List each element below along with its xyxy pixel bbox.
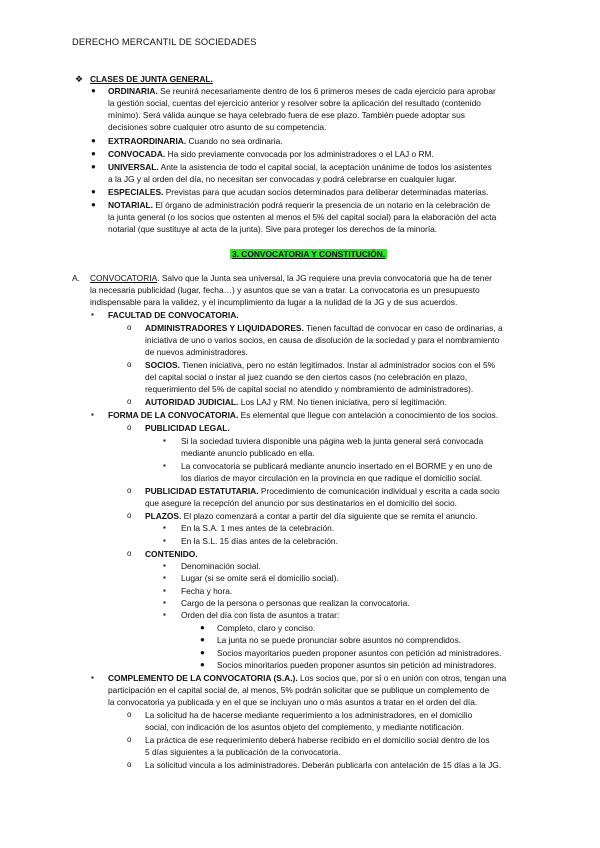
- text-line: La junta no se puede pronunciar sobre asuntos no comprendidos.: [217, 635, 461, 645]
- bullet-icon: ●: [91, 187, 96, 196]
- square-bullet-icon: ▪: [163, 573, 166, 582]
- text-line: La convocatoria se publicará mediante anuncio insertado en el BORME y en uno de: [181, 461, 493, 471]
- text-line: Socios mayoritarios pueden proponer asuntos con petición ad ministradores.: [217, 648, 502, 658]
- circle-bullet-icon: o: [127, 423, 132, 432]
- circle-bullet-icon: o: [127, 710, 132, 719]
- bullet-icon: ●: [91, 86, 96, 95]
- text-line: del capital social o instar al juez cuando se den ciertos casos (no celebración en plazo,: [145, 372, 468, 382]
- text-line: Socios minoritarios pueden proponer asuntos sin petición ad ministradores.: [217, 660, 497, 670]
- bullet-icon: ●: [91, 136, 96, 145]
- forma-heading: FORMA DE LA CONVOCATORIA. Es elemental que llegue con antelación a conocimiento de los socios.: [108, 410, 499, 420]
- text-line: decisiones sobre cualquier otro asunto de su competencia.: [108, 122, 327, 132]
- text-line: notarial (que sustituye al acta de la junta). Sive para proteger los derechos de la minoría.: [108, 224, 438, 234]
- text-line: requerimiento del 5% de capital social no atendido y nombramiento de administradores).: [145, 384, 474, 394]
- diamond-bullet-icon: ❖: [75, 74, 84, 84]
- text-line: la gestión social, cuentas del ejercicio anterior y resolver sobre la aplicación del resultado (contenido: [108, 98, 481, 108]
- list-item-universal: UNIVERSAL. Ante la asistencia de todo el capital social, la aceptación unánime de todos los asistentes: [108, 162, 492, 172]
- publicidad-legal-heading: PUBLICIDAD LEGAL.: [145, 423, 230, 433]
- text-line: indispensable para la validez, y el incumplimiento da lugar a la nulidad de la JG y de sus acuerdos.: [90, 297, 458, 307]
- circle-bullet-icon: o: [127, 511, 132, 520]
- square-bullet-icon: ▪: [163, 610, 166, 619]
- square-bullet-icon: ▪: [163, 536, 166, 545]
- section-a-intro: CONVOCATORIA. Salvo que la Junta sea universal, la JG requiere una previa convocatoria que ha de tener: [90, 273, 492, 283]
- text-line: participación en el capital social de, al menos, 5% podrán solicitar que se publique un complemento de: [108, 685, 490, 695]
- text-line: iniciativa de uno o varios socios, en causa de disolución de la sociedad y para el nombramiento: [145, 335, 500, 345]
- circle-bullet-icon: o: [127, 549, 132, 558]
- facultad-item-autoridad: AUTORIDAD JUDICIAL. Los LAJ y RM. No tienen iniciativa, pero sí legitimación.: [145, 397, 447, 407]
- facultad-item-socios: SOCIOS. Tienen iniciativa, pero no están legitimados. Instar al administrador socios con el 5%: [145, 360, 496, 370]
- bullet-icon: ●: [91, 162, 96, 171]
- list-item-ordinaria: ORDINARIA. Se reunirá necesariamente dentro de los 6 primeros meses de cada ejercicio para aprobar: [108, 86, 496, 96]
- text-line: la junta general (o los socios que ostenten al menos el 5% del capital social) para la elaboración del acta: [108, 212, 497, 222]
- list-item-especiales: ESPECIALES. Previstas para que acudan socios determinados para deliberar determinadas materias.: [108, 187, 489, 197]
- contenido-heading: CONTENIDO.: [145, 549, 198, 559]
- text-line: La práctica de ese requerimiento deberá haberse recibido en el domicilio social dentro de los: [145, 735, 490, 745]
- text-line: mínimo). Será válida aunque se haya celebrado fuera de ese plazo. También puede adoptar sus: [108, 110, 465, 120]
- text-line: la convocatoria ya publicada y en el que se incluyan uno o más asuntos a tratar en el orden del día.: [108, 697, 478, 707]
- bullet-icon: ●: [200, 660, 205, 669]
- section-a-letter: A.: [72, 273, 80, 283]
- text-line: a la JG y al orden del día, no necesitan ser convocadas y podrá celebrarse en cualquier lugar.: [108, 174, 457, 184]
- text-line: Orden del día con lista de asuntos a tratar:: [181, 610, 340, 620]
- text-line: Cargo de la persona o personas que realizan la convocatoria.: [181, 598, 410, 608]
- text-line: En la S.A. 1 mes antes de la celebración.: [181, 523, 335, 533]
- square-bullet-icon: ▪: [163, 461, 166, 470]
- text-line: La solicitud ha de hacerse mediante requerimiento a los administradores, en el domicilio: [145, 710, 473, 720]
- square-bullet-icon: ▪: [163, 436, 166, 445]
- circle-bullet-icon: o: [127, 397, 132, 406]
- text-line: Fecha y hora.: [181, 586, 233, 596]
- text-line: En la S.L. 15 días antes de la celebración.: [181, 536, 338, 546]
- square-bullet-icon: ▪: [163, 523, 166, 532]
- circle-bullet-icon: o: [127, 323, 132, 332]
- circle-bullet-icon: o: [127, 360, 132, 369]
- bullet-icon: ●: [91, 200, 96, 209]
- square-bullet-icon: ▪: [91, 310, 94, 319]
- bullet-icon: ●: [200, 635, 205, 644]
- text-line: Completo, claro y conciso.: [217, 623, 316, 633]
- bullet-icon: ●: [91, 149, 96, 158]
- facultad-item-administradores: ADMINISTRADORES Y LIQUIDADORES. Tienen facultad de convocar en caso de ordinarias, a: [145, 323, 503, 333]
- text-line: 5 días siguientes a la publicación de la convocatoria.: [145, 747, 341, 757]
- section-heading-clases: CLASES DE JUNTA GENERAL.: [90, 74, 213, 84]
- facultad-heading: FACULTAD DE CONVOCATORIA.: [108, 310, 239, 320]
- text-line: los diarios de mayor circulación en la provincia en que radique el domicilio social.: [181, 473, 483, 483]
- square-bullet-icon: ▪: [91, 410, 94, 419]
- text-line: Denominación social.: [181, 561, 261, 571]
- text-line: la necesaria publicidad (lugar, fecha…) y asuntos que se van a tratar. La convocatoria es un presupuesto: [90, 285, 480, 295]
- publicidad-estatutaria: PUBLICIDAD ESTATUTARIA. Procedimiento de comunicación individual y escrita a cada socio: [145, 486, 500, 496]
- plazos: PLAZOS. El plazo comenzará a contar a partir del día siguiente que se remita el anuncio.: [145, 511, 478, 521]
- square-bullet-icon: ▪: [163, 586, 166, 595]
- bullet-icon: ●: [200, 648, 205, 657]
- circle-bullet-icon: o: [127, 760, 132, 769]
- page-header: DERECHO MERCANTIL DE SOCIEDADES: [72, 37, 257, 47]
- circle-bullet-icon: o: [127, 486, 132, 495]
- square-bullet-icon: ▪: [163, 598, 166, 607]
- text-line: Lugar (si se omite será el domicilio social).: [181, 573, 339, 583]
- text-line: que asegure la recepción del anuncio por sus destinatarios en el domicilio del socio.: [145, 498, 457, 508]
- list-item-convocada: CONVOCADA. Ha sido previamente convocada por los administradores o el LAJ o RM.: [108, 149, 434, 159]
- text-line: social, con indicación de los asuntos objeto del complemento, y mediante notificación.: [145, 722, 464, 732]
- square-bullet-icon: ▪: [91, 673, 94, 682]
- text-line: de nuevos administradores.: [145, 347, 248, 357]
- text-line: Si la sociedad tuviera disponible una página web la junta general será convocada: [181, 436, 484, 446]
- bullet-icon: ●: [200, 623, 205, 632]
- list-item-extraordinaria: EXTRAORDINARIA. Cuando no sea ordinaria.: [108, 136, 283, 146]
- section-3-title: 3. CONVOCATORIA Y CONSTITUCIÓN.: [232, 249, 386, 259]
- list-item-notarial: NOTARIAL. El órgano de administración podrá requerir la presencia de un notario en la celebración de: [108, 200, 491, 210]
- complemento-heading: COMPLEMENTO DE LA CONVOCATORIA (S.A.). Los socios que, por sí o en unión con otros, tengan una: [108, 673, 507, 683]
- square-bullet-icon: ▪: [163, 561, 166, 570]
- circle-bullet-icon: o: [127, 735, 132, 744]
- text-line: mediante anuncio publicado en ella.: [181, 448, 315, 458]
- text-line: La solicitud vincula a los administradores. Deberán publicarla con antelación de 15 días a la JG.: [145, 760, 502, 770]
